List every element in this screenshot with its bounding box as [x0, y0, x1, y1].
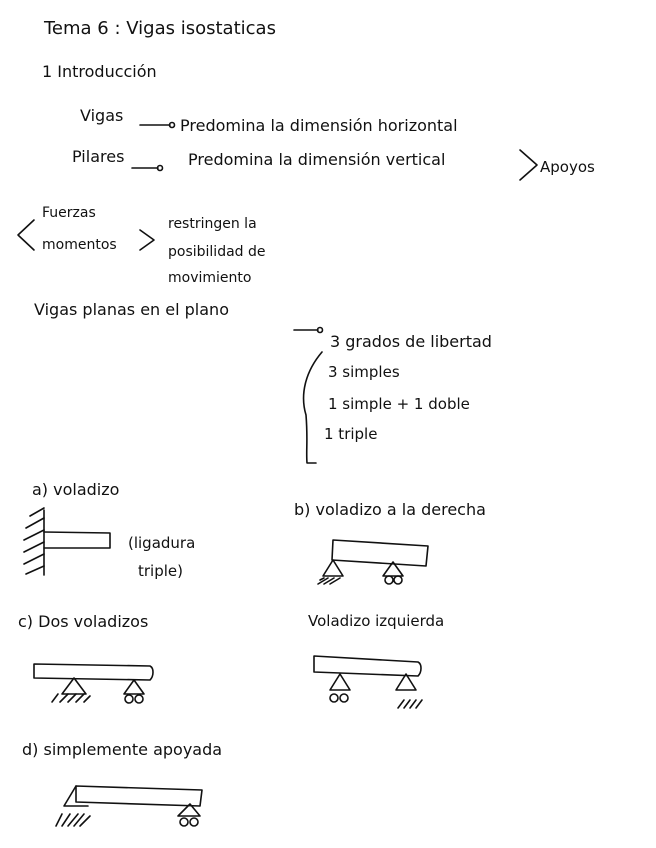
momentos-label: momentos: [42, 237, 117, 253]
page-title: Tema 6 : Vigas isostaticas: [44, 18, 276, 39]
case-a-diagram: [24, 508, 110, 575]
case-b-diagram: [318, 540, 428, 584]
section-heading: 1 Introducción: [42, 62, 157, 81]
option-simple-doble: 1 simple + 1 doble: [328, 395, 470, 413]
case-d-label: d) simplemente apoyada: [22, 740, 223, 759]
vigas-arrow-icon: [140, 123, 175, 128]
option-3-simples: 3 simples: [328, 363, 400, 381]
left-angle-bracket: [18, 220, 34, 250]
right-angle-bracket: [140, 230, 154, 250]
vigas-description: Predomina la dimensión horizontal: [180, 116, 458, 135]
pilares-description: Predomina la dimensión vertical: [188, 150, 446, 169]
case-c-diagram: [34, 664, 153, 703]
grados-arrow-icon: [294, 328, 323, 333]
pilares-label: Pilares: [72, 147, 125, 166]
apoyos-bracket: [520, 150, 537, 180]
pilares-arrow-icon: [132, 166, 163, 171]
case-d-diagram: [56, 786, 202, 826]
case-c2-label: Voladizo izquierda: [308, 612, 445, 630]
case-a-note-line-2: triple): [138, 562, 183, 580]
case-c-label: c) Dos voladizos: [18, 612, 149, 631]
restringen-line-3: movimiento: [168, 270, 252, 286]
apoyos-label: Apoyos: [540, 158, 595, 176]
case-a-label: a) voladizo: [32, 480, 120, 499]
fuerzas-label: Fuerzas: [42, 205, 96, 221]
case-c2-diagram: [314, 656, 422, 708]
restringen-line-1: restringen la: [168, 216, 257, 232]
vigas-planas-text: Vigas planas en el plano: [34, 300, 229, 319]
option-1-triple: 1 triple: [324, 425, 378, 443]
case-a-note-line-1: (ligadura: [128, 534, 196, 552]
options-brace: [304, 352, 322, 463]
case-b-label: b) voladizo a la derecha: [294, 500, 486, 519]
vigas-label: Vigas: [80, 106, 124, 125]
restringen-line-2: posibilidad de: [168, 244, 266, 260]
grados-libertad: 3 grados de libertad: [330, 332, 492, 351]
